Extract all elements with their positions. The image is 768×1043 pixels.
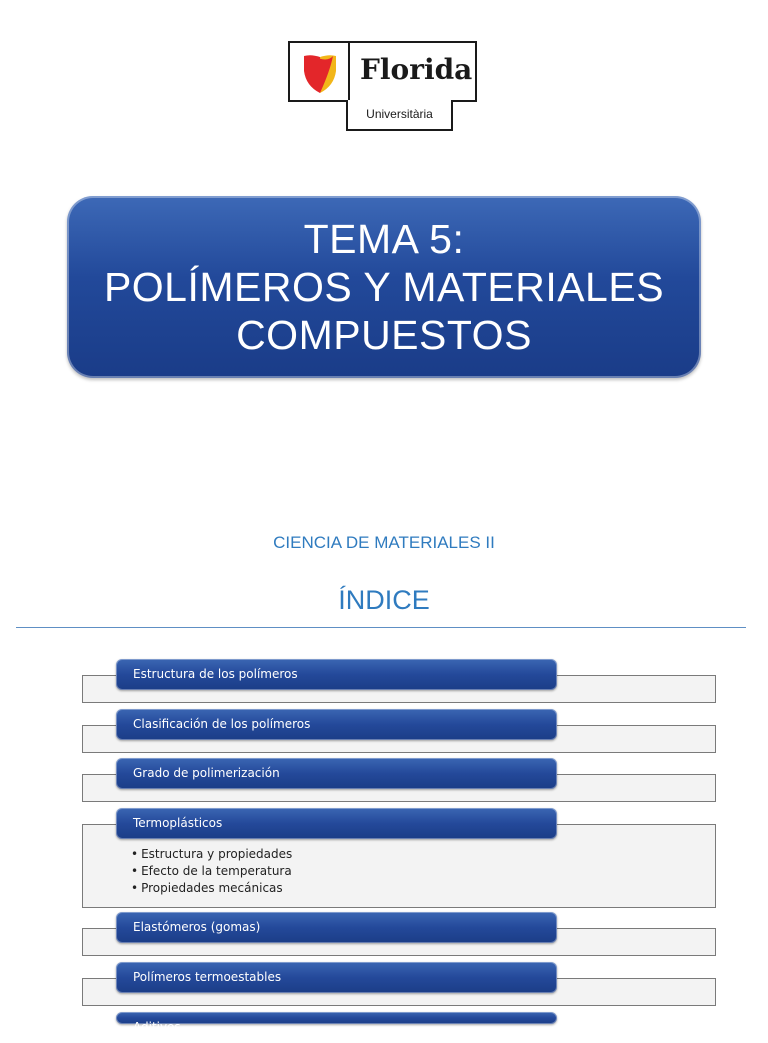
- logo-frame: [288, 41, 477, 102]
- index-subitem: • Estructura y propiedades: [131, 846, 292, 863]
- index-subitems: [131, 846, 292, 897]
- course-name: CIENCIA DE MATERIALES II: [273, 533, 495, 552]
- title-line-3: COMPUESTOS: [236, 312, 532, 358]
- title-line-1: TEMA 5:: [303, 216, 465, 262]
- index-item-label: Grado de polimerización: [116, 758, 557, 789]
- index-item-label: Aditivos: [116, 1012, 557, 1024]
- index-item-label: Elastómeros (gomas): [116, 912, 557, 943]
- index-item-label: Polímeros termoestables: [116, 962, 557, 993]
- index-item-label: Clasificación de los polímeros: [116, 709, 557, 740]
- logo-subtitle-box: [346, 100, 453, 131]
- index-item-label: Estructura de los polímeros: [116, 659, 557, 690]
- index-item-label: Termoplásticos: [116, 808, 557, 839]
- title-banner: [67, 196, 701, 378]
- index-subitem: • Efecto de la temperatura: [131, 863, 292, 880]
- title-line-2: POLÍMEROS Y MATERIALES: [103, 264, 665, 310]
- index-subitem: • Propiedades mecánicas: [131, 880, 292, 897]
- florida-logo: [288, 41, 481, 133]
- logo-subtitle: Universitària: [366, 107, 433, 121]
- logo-wordmark: Florida: [360, 53, 473, 86]
- index-heading: ÍNDICE: [338, 585, 430, 615]
- shield-icon: [303, 53, 337, 95]
- logo-divider: [348, 43, 350, 102]
- heading-divider: [16, 627, 746, 628]
